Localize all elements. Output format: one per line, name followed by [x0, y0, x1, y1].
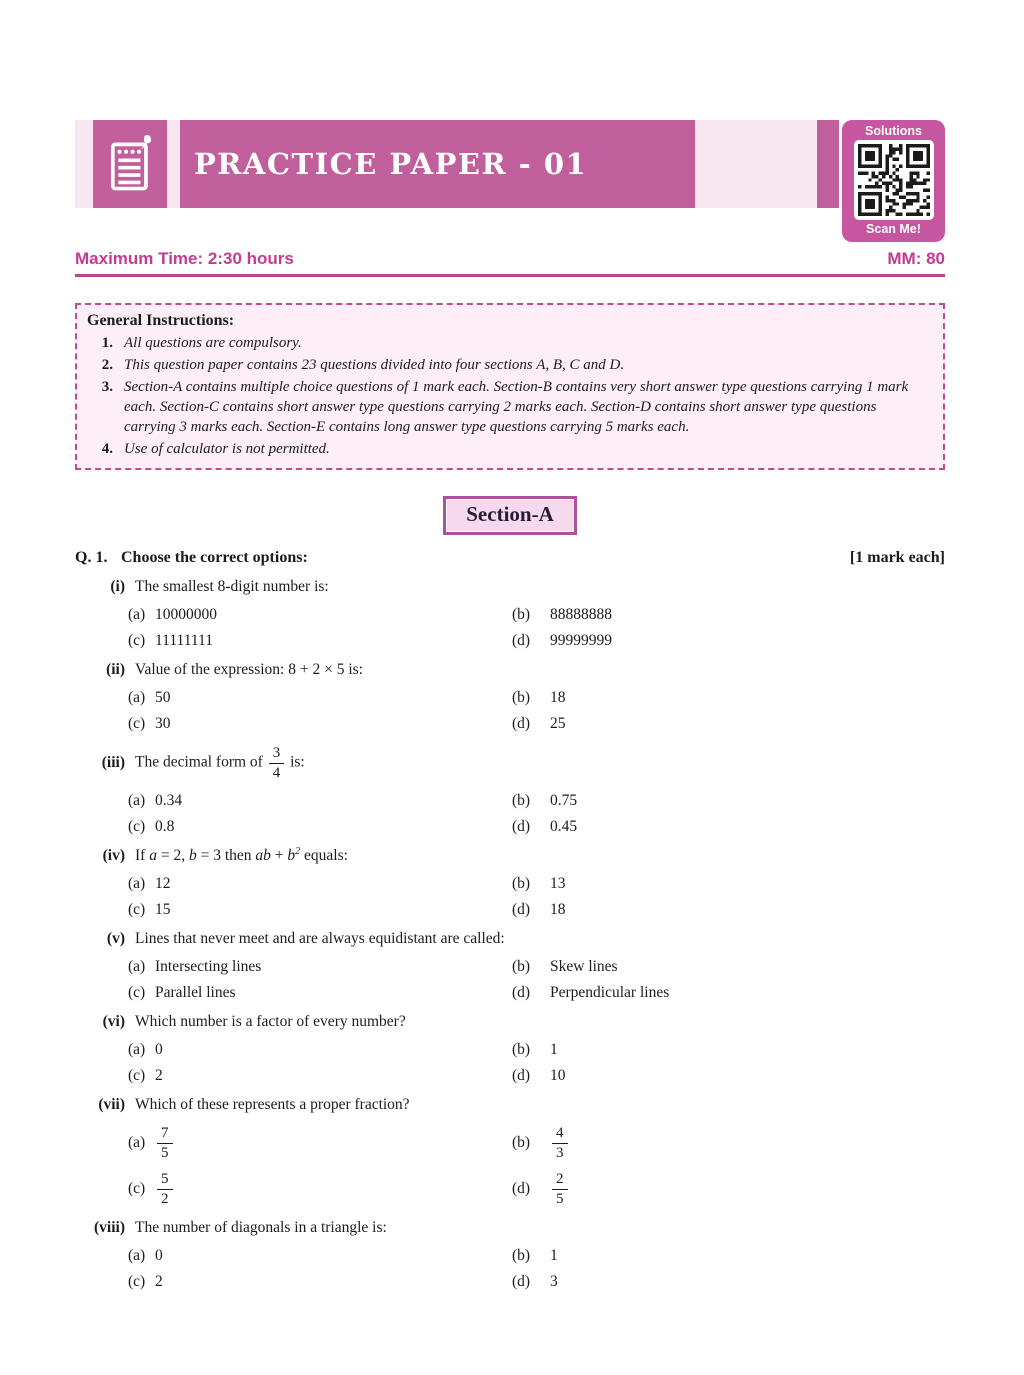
fraction-denominator: 5: [161, 1144, 169, 1161]
qr-top-label: Solutions: [865, 124, 922, 138]
option-item: [512, 817, 945, 837]
question-options: [128, 688, 945, 734]
option-value: 10000000: [155, 606, 217, 623]
option-letter: (c): [128, 715, 146, 732]
instruction-text: This question paper contains 23 questions divided into four sections A, B, C and D.: [124, 357, 625, 373]
instructions-heading: General Instructions:: [87, 312, 235, 329]
fraction: [157, 1125, 173, 1161]
question-item: [75, 660, 945, 734]
option-item: [512, 900, 945, 920]
question-text: [135, 1013, 406, 1031]
instruction-item: [87, 439, 931, 459]
option-value: 0: [155, 1041, 163, 1058]
instruction-number: 3.: [101, 379, 113, 395]
option-letter: (c): [128, 984, 146, 1001]
instruction-text: Section-A contains multiple choice questions of 1 mark each. Section-B contains very short answer type questions carrying 1 mark each. Section-C contains short answer type questions carrying 2 marks each. Section-D contains short answer type questions carrying 3 marks each. Section-E contains long answer type questions carrying 5 marks each.: [124, 379, 909, 435]
option-item: [128, 874, 512, 894]
max-marks-label: MM: 80: [887, 249, 945, 268]
qr-panel: [842, 120, 945, 242]
option-item: [128, 1040, 512, 1060]
fraction-numerator: 5: [157, 1171, 173, 1190]
option-item: [512, 874, 945, 894]
question-text: [135, 847, 348, 865]
qr-code-pattern: [858, 144, 930, 216]
option-value: 1: [550, 1041, 558, 1058]
option-letter: (b): [512, 1134, 531, 1151]
option-item: [128, 900, 512, 920]
option-letter: (b): [512, 606, 531, 623]
option-letter: (d): [512, 715, 531, 732]
option-item: [128, 1123, 512, 1163]
option-letter: (a): [128, 606, 146, 623]
option-value: 0.75: [550, 792, 578, 809]
option-item: [512, 1246, 945, 1266]
question-text-segment: The smallest 8-digit number is:: [135, 578, 329, 595]
question-options: [128, 1123, 945, 1209]
option-value: 0.8: [155, 818, 175, 835]
fraction-numerator: 4: [552, 1125, 568, 1144]
question-text: [135, 743, 305, 783]
instruction-number: 4.: [101, 441, 113, 457]
question-text: [135, 1219, 387, 1237]
question-options: [128, 791, 945, 837]
option-value: Skew lines: [550, 958, 618, 975]
option-item: [512, 688, 945, 708]
question-1-number: Q. 1.: [75, 549, 108, 566]
question-roman-number: (vii): [98, 1096, 125, 1113]
fraction-denominator: 3: [556, 1144, 564, 1161]
question-header: [75, 743, 945, 783]
fraction: [552, 1171, 568, 1207]
question-item: [75, 1218, 945, 1292]
option-item: [512, 605, 945, 625]
option-value: 0.45: [550, 818, 578, 835]
question-text-segment: b: [287, 847, 296, 864]
question-text-segment: The number of diagonals in a triangle is:: [135, 1219, 387, 1236]
title-banner: [180, 120, 695, 208]
option-value: Perpendicular lines: [550, 984, 670, 1001]
fraction-denominator: 5: [556, 1190, 564, 1207]
question-header: [75, 660, 945, 680]
option-item: [128, 957, 512, 977]
masthead: [75, 120, 945, 242]
option-item: [128, 605, 512, 625]
option-item: [512, 1169, 945, 1209]
option-item: [128, 1272, 512, 1292]
question-options: [128, 605, 945, 651]
option-item: [512, 957, 945, 977]
question-text-segment: a: [149, 847, 157, 864]
question-item: [75, 1012, 945, 1086]
question-header: [75, 1218, 945, 1238]
option-value: 10: [550, 1067, 566, 1084]
general-instructions-box: [75, 303, 945, 470]
option-value: 2: [155, 1067, 163, 1084]
option-letter: (d): [512, 632, 531, 649]
instruction-number: 1.: [101, 335, 113, 351]
option-letter: (c): [128, 632, 146, 649]
option-item: [512, 1123, 945, 1163]
option-value: 15: [155, 901, 171, 918]
option-letter: (c): [128, 1180, 146, 1197]
instruction-text: Use of calculator is not permitted.: [124, 441, 330, 457]
question-roman-number: (ii): [106, 661, 125, 678]
option-item: [128, 1169, 512, 1209]
divider-rule: [75, 274, 945, 277]
option-value: 2: [155, 1273, 163, 1290]
question-roman-number: (iv): [102, 847, 125, 864]
page-title: PRACTICE PAPER - 01: [194, 147, 588, 181]
fraction-numerator: 7: [157, 1125, 173, 1144]
option-item: [512, 631, 945, 651]
question-text: [135, 1096, 410, 1114]
question-text-segment: ab: [255, 847, 271, 864]
question-text: [135, 661, 363, 679]
option-value: 3: [550, 1273, 558, 1290]
instruction-item: [87, 333, 931, 353]
option-letter: (a): [128, 792, 146, 809]
question-roman-number: (iii): [101, 754, 125, 771]
option-value: 99999999: [550, 632, 612, 649]
question-roman-number: (vi): [102, 1013, 125, 1030]
option-value: 18: [550, 689, 566, 706]
option-letter: (b): [512, 689, 531, 706]
option-letter: (c): [128, 1273, 146, 1290]
option-item: [128, 817, 512, 837]
option-item: [128, 714, 512, 734]
question-item: [75, 929, 945, 1003]
instruction-item: [87, 355, 931, 375]
question-text-segment: equals:: [300, 847, 348, 864]
option-letter: (d): [512, 818, 531, 835]
option-item: [512, 1040, 945, 1060]
option-value: 18: [550, 901, 566, 918]
section-a-badge: Section-A: [443, 496, 577, 535]
fraction-numerator: 2: [552, 1171, 568, 1190]
header-strip: [75, 120, 839, 208]
instruction-number: 2.: [101, 357, 113, 373]
option-item: [128, 631, 512, 651]
question-text-segment: b: [188, 847, 197, 864]
fraction: [157, 1171, 173, 1207]
option-value: 25: [550, 715, 566, 732]
strip-end-cap: [817, 120, 839, 208]
question-text-segment: is:: [286, 753, 305, 771]
option-value: 0: [155, 1247, 163, 1264]
option-letter: (c): [128, 901, 146, 918]
option-value: 11111111: [155, 632, 213, 649]
instruction-item: [87, 377, 931, 437]
option-value: 13: [550, 875, 566, 892]
notepad-icon: [93, 120, 167, 208]
option-letter: (a): [128, 1134, 146, 1151]
question-roman-number: (viii): [94, 1219, 125, 1236]
question-item: [75, 1095, 945, 1209]
option-item: [128, 1246, 512, 1266]
option-item: [512, 983, 945, 1003]
question-1-header: [75, 549, 945, 567]
question-text-segment: Value of the expression: 8 + 2 × 5 is:: [135, 661, 363, 678]
question-text: [135, 578, 329, 596]
option-letter: (d): [512, 1180, 531, 1197]
max-time-label: Maximum Time: 2:30 hours: [75, 249, 294, 268]
fraction: [552, 1125, 568, 1161]
option-letter: (c): [128, 1067, 146, 1084]
question-header: [75, 846, 945, 866]
qr-code: [854, 140, 934, 220]
question-roman-number: (i): [110, 578, 125, 595]
instruction-text: All questions are compulsory.: [124, 335, 302, 351]
qr-bottom-label: Scan Me!: [866, 221, 921, 236]
option-item: [128, 1066, 512, 1086]
question-text-segment: Which number is a factor of every number?: [135, 1013, 406, 1030]
question-options: [128, 874, 945, 920]
option-letter: (b): [512, 875, 531, 892]
option-item: [512, 1272, 945, 1292]
question-text-segment: The decimal form of: [135, 753, 267, 771]
question-options: [128, 1040, 945, 1086]
question-item: [75, 743, 945, 837]
question-text-segment: = 3 then: [196, 847, 256, 864]
option-letter: (b): [512, 958, 531, 975]
question-text-segment: 2: [295, 845, 301, 857]
question-1-prompt: Choose the correct options:: [121, 549, 308, 566]
question-item: [75, 577, 945, 651]
option-item: [128, 983, 512, 1003]
option-value: 1: [550, 1247, 558, 1264]
question-header: [75, 1012, 945, 1032]
fraction-numerator: 3: [269, 745, 285, 764]
option-value: 88888888: [550, 606, 612, 623]
option-item: [512, 1066, 945, 1086]
option-letter: (b): [512, 1247, 531, 1264]
fraction-denominator: 2: [161, 1190, 169, 1207]
question-text: [135, 930, 505, 948]
option-letter: (a): [128, 1247, 146, 1264]
questions-list: [75, 577, 945, 1292]
marks-badge: [1 mark each]: [849, 549, 945, 566]
fraction-denominator: 4: [272, 764, 281, 781]
option-letter: (d): [512, 901, 531, 918]
strip-spacer: [695, 120, 817, 208]
option-letter: (d): [512, 1273, 531, 1290]
option-letter: (a): [128, 1041, 146, 1058]
option-value: 12: [155, 875, 171, 892]
section-header-row: [75, 496, 945, 535]
question-text-segment: Lines that never meet and are always equidistant are called:: [135, 930, 505, 947]
option-letter: (d): [512, 1067, 531, 1084]
option-item: [128, 791, 512, 811]
question-item: [75, 846, 945, 920]
question-roman-number: (v): [106, 930, 125, 947]
option-value: 30: [155, 715, 171, 732]
option-letter: (b): [512, 1041, 531, 1058]
option-letter: (c): [128, 818, 146, 835]
question-text-segment: If: [135, 847, 150, 864]
option-item: [512, 791, 945, 811]
question-header: [75, 1095, 945, 1115]
option-letter: (b): [512, 792, 531, 809]
option-letter: (a): [128, 689, 146, 706]
question-header: [75, 929, 945, 949]
question-text-segment: = 2,: [156, 847, 189, 864]
option-value: 0.34: [155, 792, 183, 809]
option-item: [128, 688, 512, 708]
option-value: Parallel lines: [155, 984, 236, 1001]
option-letter: (d): [512, 984, 531, 1001]
meta-row: [75, 249, 945, 269]
option-letter: (a): [128, 875, 146, 892]
question-options: [128, 957, 945, 1003]
option-letter: (a): [128, 958, 146, 975]
option-value: Intersecting lines: [155, 958, 262, 975]
notepad-icon-graphic: [103, 133, 157, 195]
question-header: [75, 577, 945, 597]
question-text-segment: +: [270, 847, 288, 864]
option-value: 50: [155, 689, 171, 706]
fraction: [269, 745, 285, 781]
question-options: [128, 1246, 945, 1292]
question-text-segment: Which of these represents a proper fraction?: [135, 1096, 410, 1113]
option-item: [512, 714, 945, 734]
